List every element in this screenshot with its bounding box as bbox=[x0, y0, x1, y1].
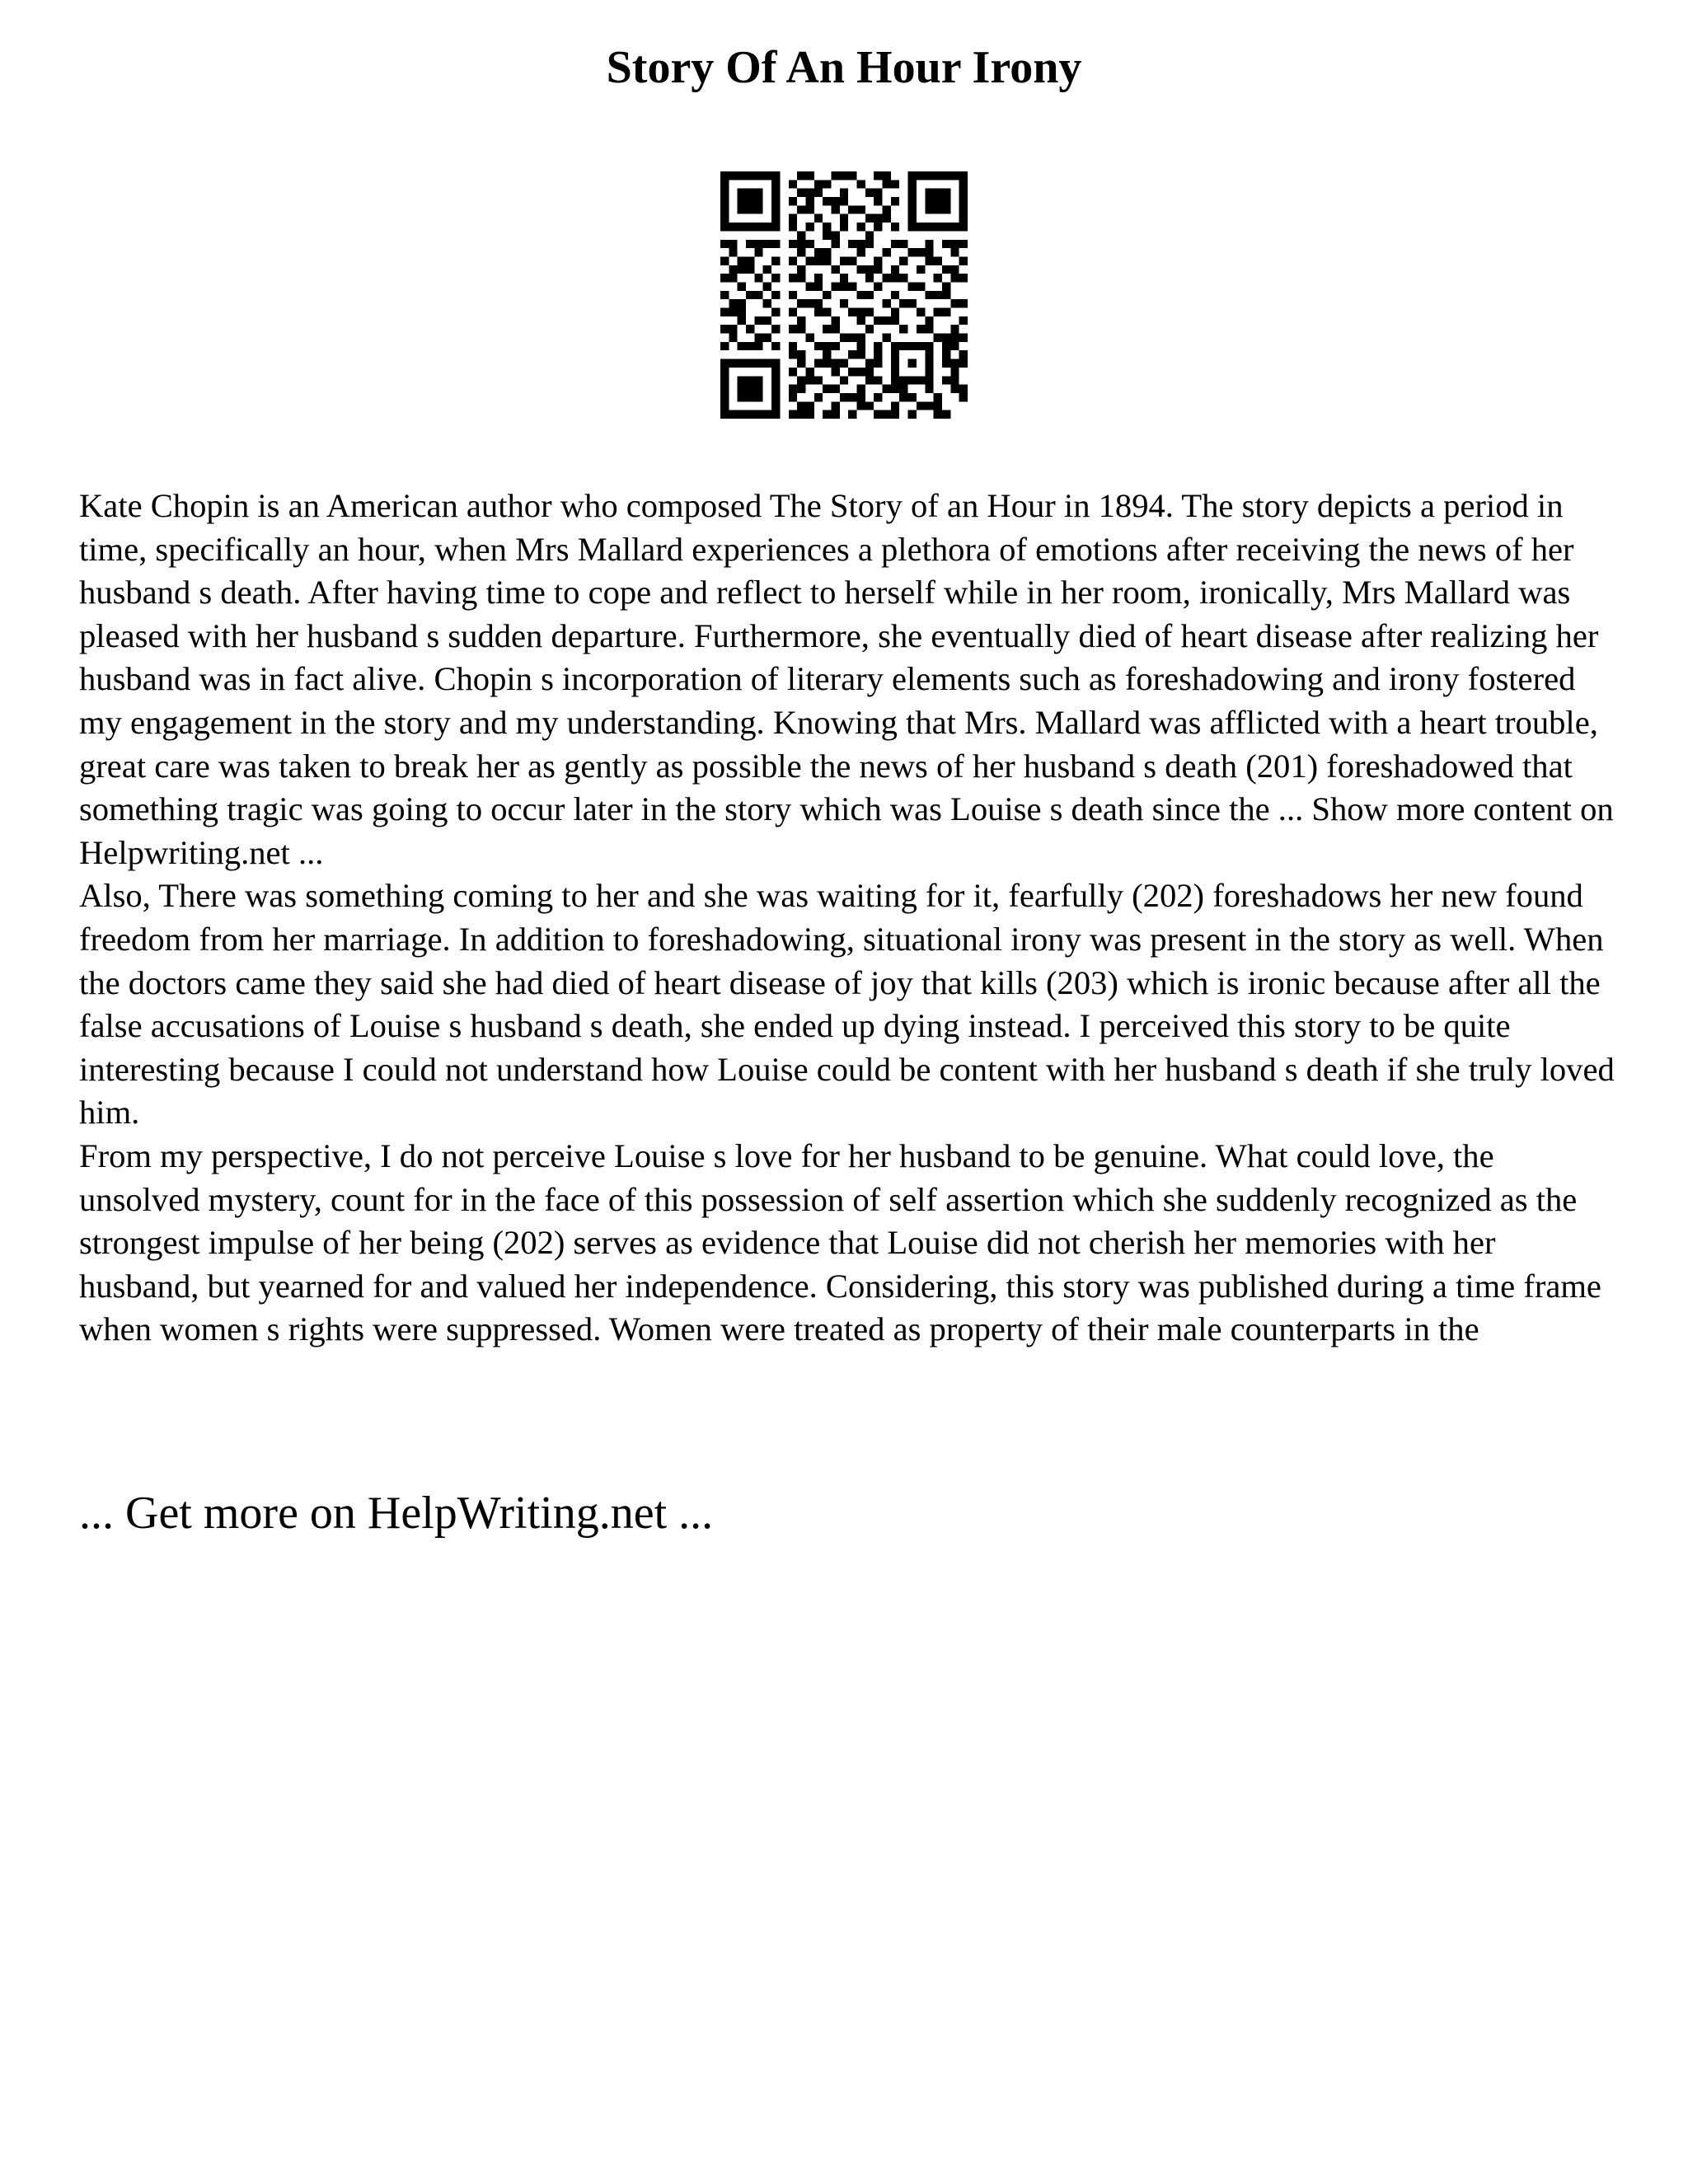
essay-paragraph-3: From my perspective, I do not perceive Louise s love for her husband to be genuine. What could love, the unsolved mystery, count for in the face of this possession of self assertion which she suddenly recognized as the strongest impulse of her being (202) serves as evidence that Louise did not cherish her memories with her husband, but yearned for and valued her independence. Considering, this story was published during a time frame when women s rights were suppressed. Women were treated as property of their male counterparts in the bbox=[79, 1137, 1601, 1348]
qr-code-icon bbox=[720, 171, 968, 419]
essay-body bbox=[79, 485, 1620, 1352]
essay-paragraph-2: Also, There was something coming to her and she was waiting for it, fearfully (202) foreshadows her new found freedom from her marriage. In addition to foreshadowing, situational irony was present in the story as well. When the doctors came they said she had died of heart disease of joy that kills (203) which is ironic because after all the false accusations of Louise s husband s death, she ended up dying instead. I perceived this story to be quite interesting because I could not understand how Louise could be content with her husband s death if she truly loved him. bbox=[79, 877, 1615, 1132]
get-more-link[interactable]: ... Get more on HelpWriting.net ... bbox=[79, 1488, 714, 1539]
page-title: Story Of An Hour Irony bbox=[606, 42, 1082, 93]
essay-paragraph-1: Kate Chopin is an American author who composed The Story of an Hour in 1894. The story depicts a period in time, specifically an hour, when Mrs Mallard experiences a plethora of emotions after receiving the news of her husband s death. After having time to cope and reflect to herself while in her room, ironically, Mrs Mallard was pleased with her husband s sudden departure. Furthermore, she eventually died of heart disease after realizing her husband was in fact alive. Chopin s incorporation of literary elements such as foreshadowing and irony fostered my engagement in the story and my understanding. Knowing that Mrs. Mallard was afflicted with a heart trouble, great care was taken to break her as gently as possible the news of her husband s death (201) foreshadowed that something tragic was going to occur later in the story which was Louise s death since the ... Show more content on Helpwriting.net ... bbox=[79, 487, 1614, 871]
